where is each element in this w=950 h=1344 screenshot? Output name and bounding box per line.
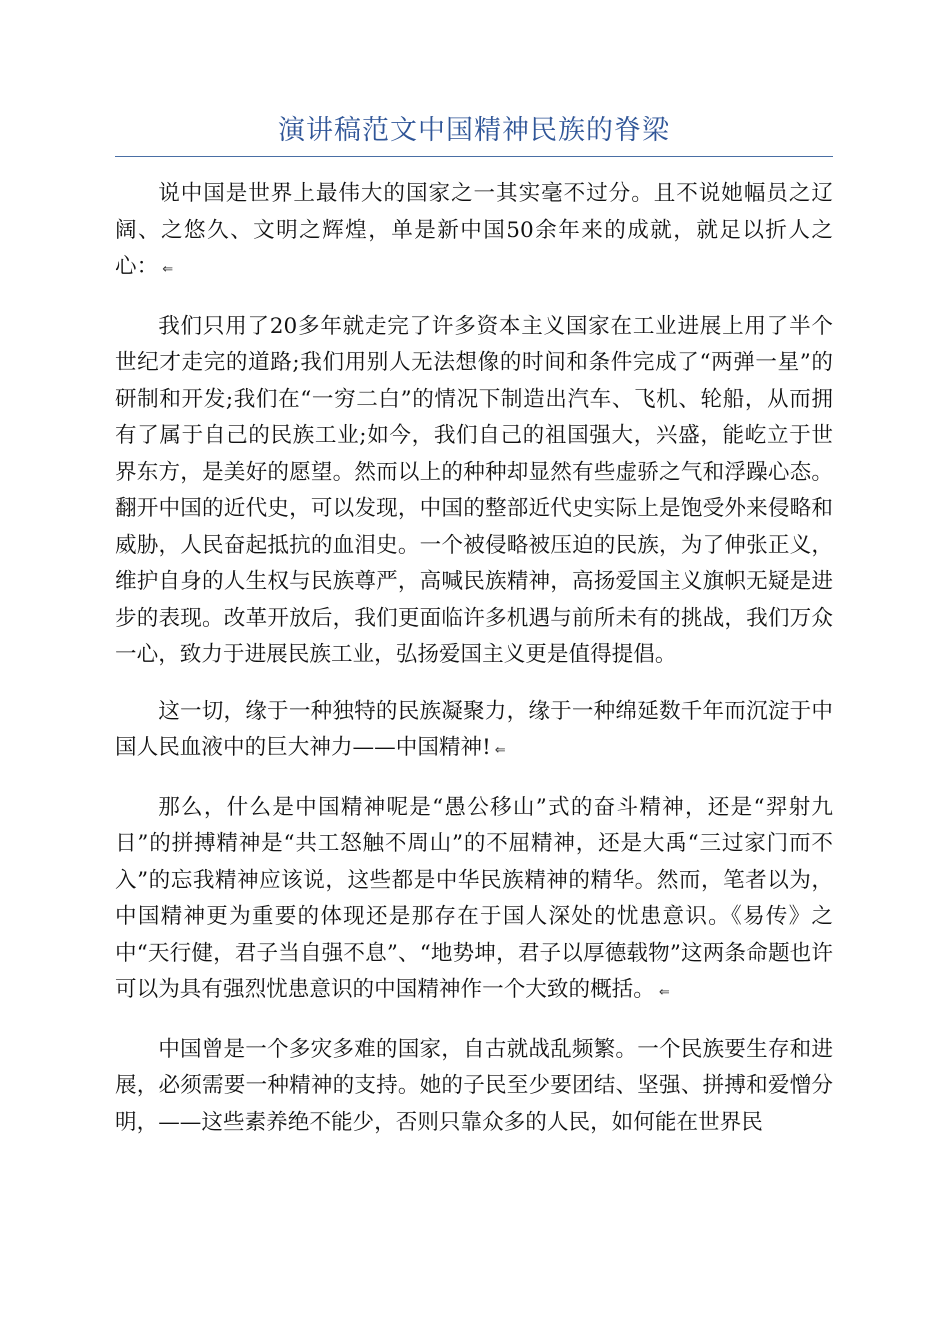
paragraph-mark-icon: ⇐ xyxy=(658,985,670,1000)
paragraph-5 xyxy=(115,1032,833,1142)
paragraph-4 xyxy=(115,790,833,1012)
paragraph-text: 中国曾是一个多灾多难的国家，自古就战乱频繁。一个民族要生存和进展，必须需要一种精神的支持。她的子民至少要团结、坚强、拼搏和爱憎分明，——这些素养绝不能少，否则只靠众多的人民，如何能在世界民 xyxy=(115,1036,833,1135)
title-block xyxy=(115,112,833,157)
paragraph-text: 说中国是世界上最伟大的国家之一其实毫不过分。且不说她幅员之辽阔、之悠久、文明之辉煌，单是新中国50余年来的成就，就足以折人之心： xyxy=(115,181,833,279)
paragraph-text: 那么，什么是中国精神呢是“愚公移山”式的奋斗精神，还是“羿射九日”的拼搏精神是“共工怒触不周山”的不屈精神，还是大禹“三过家门而不入”的忘我精神应该说，这些都是中华民族精神的精华。然而，笔者以为，中国精神更为重要的体现还是那存在于国人深处的忧患意识。《易传》之中“天行健，君子当自强不息”、“地势坤，君子以厚德载物”这两条命题也许可以为具有强烈忧患意识的中国精神作一个大致的概括。 xyxy=(115,794,833,1002)
page-title: 演讲稿范文中国精神民族的脊梁 xyxy=(278,115,670,146)
paragraph-mark-icon: ⇐ xyxy=(162,262,174,277)
paragraph-2 xyxy=(115,309,833,674)
paragraph-text: 我们只用了20多年就走完了许多资本主义国家在工业进展上用了半个世纪才走完的道路;我们用别人无法想像的时间和条件完成了“两弹一星”的研制和开发;我们在“一穷二白”的情况下制造出汽车、飞机、轮船，从而拥有了属于自己的民族工业;如今，我们自己的祖国强大，兴盛，能屹立于世界东方，是美好的愿望。然而以上的种种却显然有些虚骄之气和浮躁心态。翻开中国的近代史，可以发现，中国的整部近代史实际上是饱受外来侵略和威胁，人民奋起抵抗的血泪史。一个被侵略被压迫的民族，为了伸张正义，维护自身的人生权与民族尊严，高喊民族精神，高扬爱国主义旗帜无疑是进步的表现。改革开放后，我们更面临许多机遇与前所未有的挑战，我们万众一心，致力于进展民族工业，弘扬爱国主义更是值得提倡。 xyxy=(115,313,833,667)
paragraph-3 xyxy=(115,694,833,770)
document-body xyxy=(115,176,833,1161)
paragraph-1 xyxy=(115,176,833,289)
paragraph-text: 这一切，缘于一种独特的民族凝聚力，缘于一种绵延数千年而沉淀于中国人民血液中的巨大神力——中国精神! xyxy=(115,698,833,760)
paragraph-mark-icon: ⇐ xyxy=(494,743,506,758)
